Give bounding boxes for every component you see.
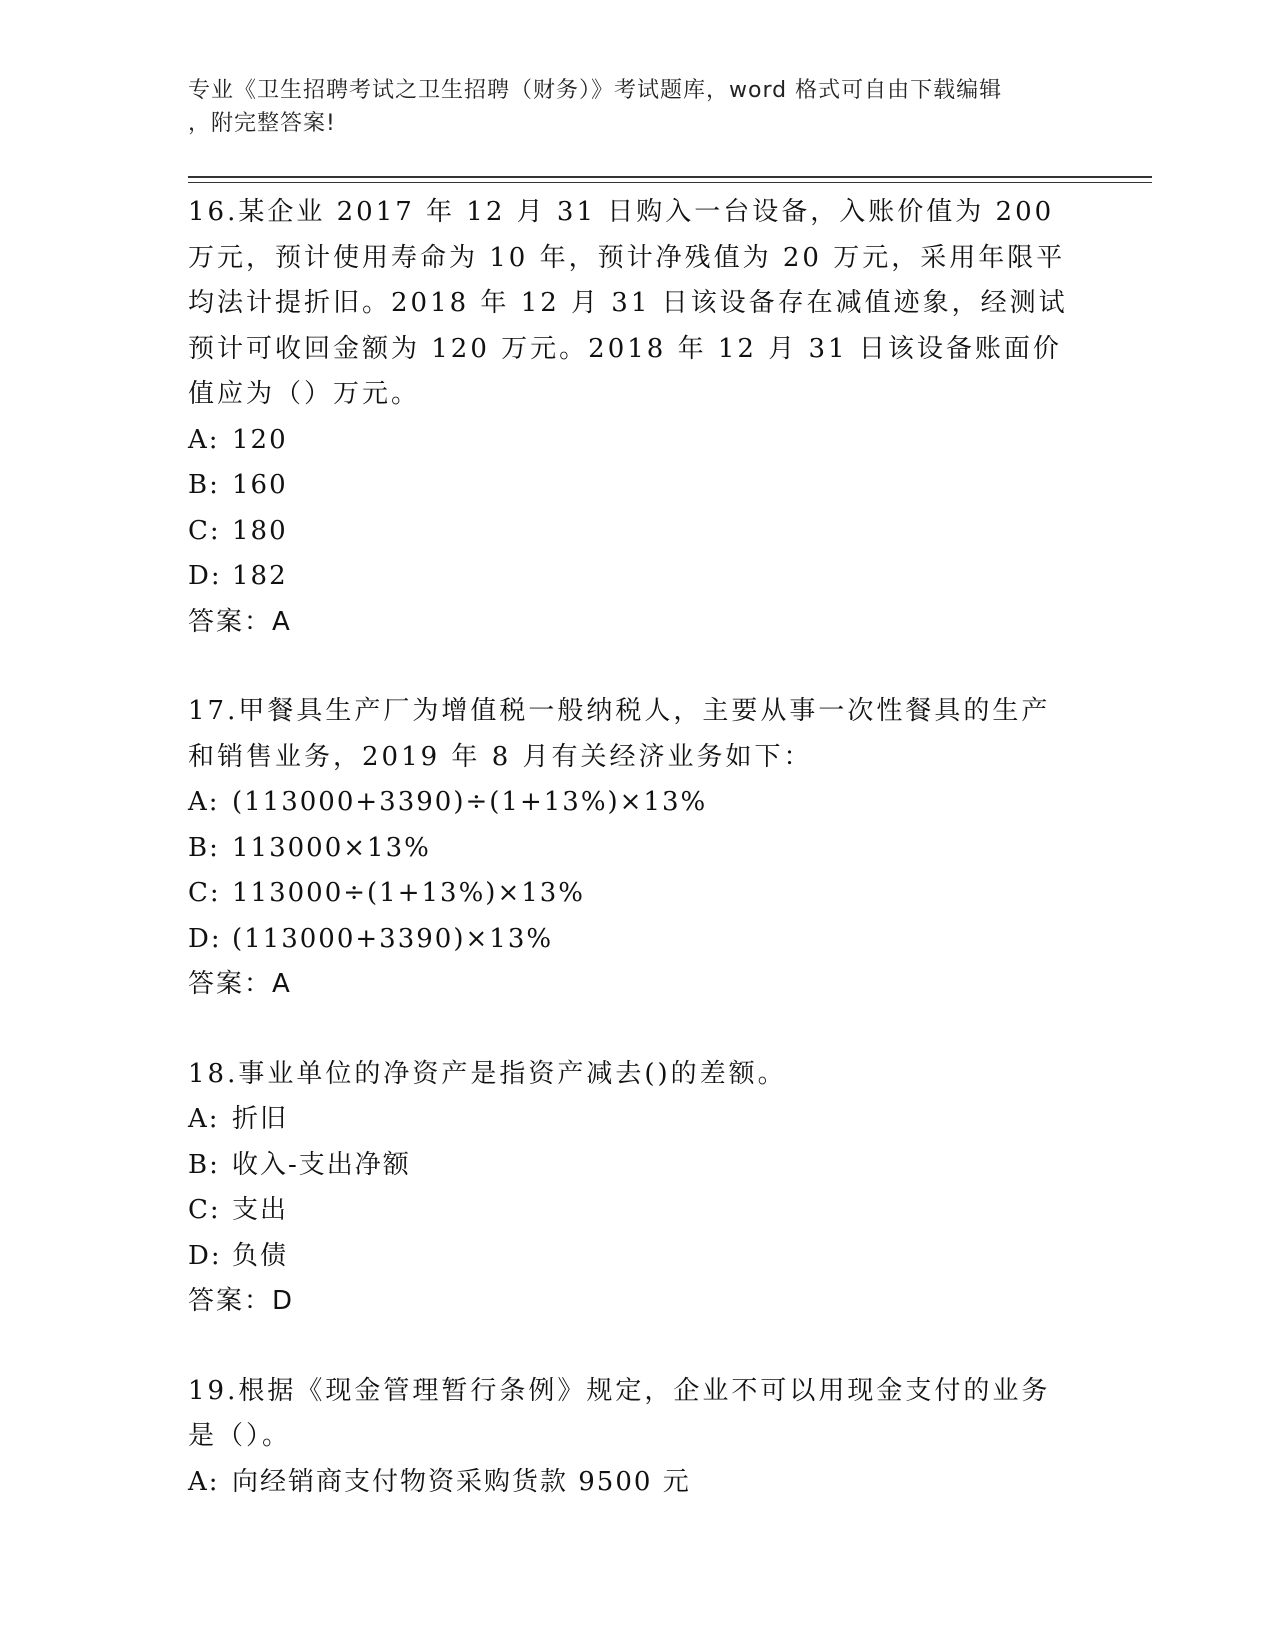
answer-line: 答案：D: [188, 1286, 295, 1316]
option-text: 折旧: [232, 1104, 289, 1134]
option-d: [188, 1234, 1078, 1280]
option-c: [188, 871, 1078, 917]
option-a: [188, 1460, 1078, 1506]
option-letter: B:: [188, 1149, 220, 1180]
question-19: [188, 1369, 1078, 1506]
option-b: [188, 463, 1078, 509]
question-stem: 18.事业单位的净资产是指资产减去()的差额。: [188, 1058, 787, 1089]
option-letter: C:: [188, 878, 221, 908]
option-text: 向经销商支付物资采购货款 9500 元: [232, 1466, 691, 1497]
option-letter: D:: [188, 1240, 222, 1271]
question-list: [188, 190, 1078, 1549]
option-letter: A:: [188, 1104, 220, 1134]
header-line-1: 专业《卫生招聘考试之卫生招聘（财务）》考试题库，word 格式可自由下载编辑: [188, 78, 1003, 103]
option-letter: C:: [188, 515, 221, 546]
option-b: [188, 826, 1078, 872]
option-letter: A:: [188, 424, 220, 455]
header-divider-thick: [188, 176, 1152, 178]
option-text: 180: [232, 515, 288, 546]
question-17: [188, 689, 1078, 1008]
question-stem: 19.根据《现金管理暂行条例》规定，企业不可以用现金支付的业务是（）。: [188, 1375, 1051, 1451]
answer-line: 答案：A: [188, 606, 292, 637]
document-header: [188, 74, 1068, 140]
option-a: [188, 418, 1078, 464]
option-a: [188, 1097, 1078, 1143]
option-text: 160: [232, 470, 288, 500]
answer-line: 答案：A: [188, 969, 292, 999]
question-stem: 16.某企业 2017 年 12 月 31 日购入一台设备，入账价值为 200 万元，预计使用寿命为 10 年，预计净残值为 20 万元，采用年限平均法计提折旧。2018 年 12 月 31 日该设备存在减值迹象，经测试预计可收回金额为 120 万元。2018 年 12 月 31 日该设备账面价值应为（）万元。: [188, 197, 1068, 409]
option-letter: D:: [188, 561, 222, 591]
option-letter: B:: [188, 832, 220, 863]
option-text: 120: [232, 424, 288, 455]
option-letter: A:: [188, 1466, 220, 1497]
header-divider-thin: [188, 182, 1152, 183]
option-a: [188, 780, 1078, 826]
option-letter: D:: [188, 923, 222, 954]
header-line-2: ，附完整答案!: [188, 111, 336, 136]
question-18: [188, 1052, 1078, 1325]
option-text: (113000+3390)×13%: [232, 923, 554, 954]
option-b: [188, 1143, 1078, 1189]
option-text: 113000÷(1+13%)×13%: [232, 878, 586, 908]
question-stem: 17.甲餐具生产厂为增值税一般纳税人，主要从事一次性餐具的生产和销售业务，2019 年 8 月有关经济业务如下：: [188, 696, 1051, 772]
option-c: [188, 509, 1078, 555]
option-text: 负债: [232, 1240, 289, 1271]
option-c: [188, 1188, 1078, 1234]
option-text: 182: [232, 561, 288, 591]
option-text: 113000×13%: [232, 832, 431, 863]
option-d: [188, 917, 1078, 963]
option-d: [188, 554, 1078, 600]
option-letter: B:: [188, 470, 220, 500]
option-letter: C:: [188, 1195, 221, 1225]
option-text: 收入-支出净额: [232, 1149, 411, 1180]
question-16: [188, 190, 1078, 645]
option-letter: A:: [188, 787, 220, 817]
option-text: 支出: [232, 1195, 289, 1225]
option-text: (113000+3390)÷(1+13%)×13%: [232, 787, 708, 817]
